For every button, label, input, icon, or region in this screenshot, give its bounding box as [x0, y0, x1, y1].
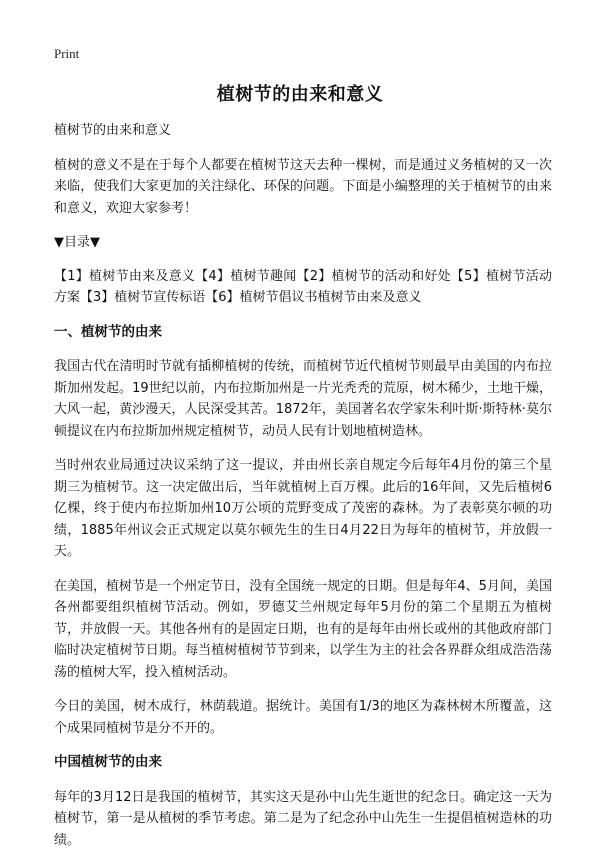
toc-heading: ▼目录▼	[54, 235, 100, 250]
paragraph: 今日的美国，树木成行，林荫载道。据统计。美国有1/3的地区为森林树木所覆盖，这个成果同植树节是分不开的。	[54, 699, 552, 736]
intro-paragraph: 植树的意义不是在于每个人都要在植树节这天去种一棵树，而是通过义务植树的又一次来临，使我们大家更加的关注绿化、环保的问题。下面是小编整理的关于植树节的由来和意义，欢迎大家参考！	[54, 157, 552, 216]
print-link[interactable]: Print	[54, 46, 80, 61]
paragraph: 在美国，植树节是一个州定节日，没有全国统一规定的日期。但是每年4、5月间，美国各州都要组织植树节活动。例如，罗德艾兰州规定每年5月份的第二个星期五为植树节，并放假一天。其他各州有的是固定日期，也有的是每年由州长或州的其他政府部门临时决定植树节日期。每当植树植树节节到来，以学生为主的社会各界群众组成浩浩荡荡的植树大军，投入植树活动。	[54, 578, 552, 680]
page-title: 植树节的由来和意义	[216, 84, 384, 105]
article-subtitle: 植树节的由来和意义	[54, 123, 172, 138]
section-heading-china-origin: 中国植树节的由来	[54, 754, 162, 770]
toc-links[interactable]: 【1】植树节由来及意义【4】植树节趣闻【2】植树节的活动和好处【5】植树节活动方案【3】植树节宣传标语【6】植树节倡议书植树节由来及意义	[54, 268, 552, 305]
article-body	[54, 120, 552, 864]
paragraph: 当时州农业局通过决议采纳了这一提议，并由州长亲自规定今后每年4月份的第三个星期三为植树节。这一决定做出后，当年就植树上百万棵。此后的16年间，又先后植树6亿棵，终于使内布拉斯加州10万公顷的荒野变成了茂密的森林。为了表彰莫尔顿的功绩，1885年州议会正式规定以莫尔顿先生的生日4月22日为每年的植树节，并放假一天。	[54, 458, 552, 559]
paragraph: 我国古代在清明时节就有插柳植树的传统，而植树节近代植树节则最早由美国的内布拉斯加州发起。19世纪以前，内布拉斯加州是一片光秃秃的荒原，树木稀少，土地干燥，大风一起，黄沙漫天，人民深受其苦。1872年，美国著名农学家朱利叶斯·斯特林·莫尔顿提议在内布拉斯加州规定植树节，动员人民有计划地植树造林。	[54, 359, 552, 439]
section-heading-origin: 一、植树节的由来	[54, 323, 162, 340]
paragraph: 每年的3月12日是我国的植树节，其实这天是孙中山先生逝世的纪念日。确定这一天为植树节，第一是从植树的季节考虑。第二是为了纪念孙中山先生一生提倡植树造林的功绩。	[54, 789, 552, 848]
